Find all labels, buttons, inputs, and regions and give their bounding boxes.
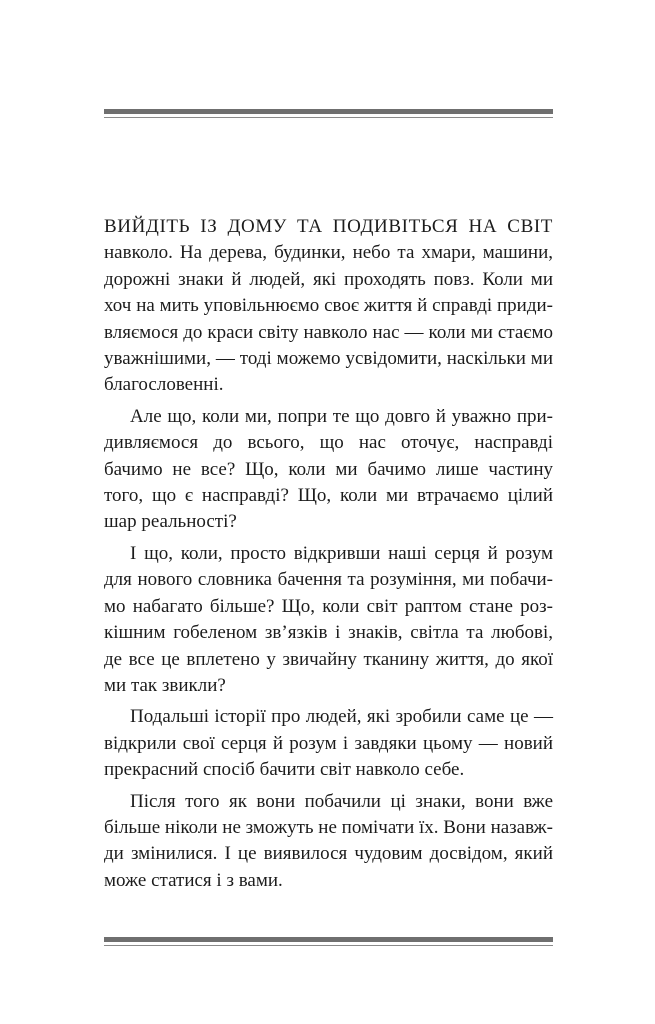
paragraph-2: Але що, коли ми, попри те що довго й уважно придивляємося до всього, що нас оточує, насправді бачимо не все? Що, коли ми бачимо лише частину того, що є насправді? Що, коли ми втрачаємо цілий шар реальності? — [104, 405, 553, 533]
paragraph-3: І що, коли, просто відкривши наші серця й розум для нового словника бачення та розуміння, ми побачимо набагато більше? Що, коли світ раптом стане розкішним гобеленом зв’язків і знаків, світла та любові, де все це вплетено у звичайну тканину життя, до якої ми так звикли? — [104, 542, 553, 696]
paragraph-1-text: навколо. На дерева, будинки, небо та хмари, машини, дорожні знаки й людей, які проходять повз. Коли ми хоч на мить уповільнюємо своє життя й справді придивляємося до краси світу навколо нас — коли ми стаємо уважнішими, — тоді можемо усвідомити, наскільки ми благословенні. — [104, 242, 553, 396]
body-text — [104, 214, 553, 894]
paragraph-5: Після того як вони побачили ці знаки, вони вже більше ніколи не зможуть не помічати їх. Вони назавжди змінилися. І це виявилося чудовим досвідом, який може статися і з вами. — [104, 790, 553, 891]
top-rule-thin-line — [104, 117, 553, 118]
bottom-rule — [104, 937, 553, 946]
top-rule — [104, 109, 553, 118]
bottom-rule-thin-line — [104, 945, 553, 946]
bottom-rule-thick-line — [104, 937, 553, 942]
paragraph-4: Подальші історії про людей, які зробили саме це — відкрили свої серця й розум і завдяки цьому — новий прекрасний спосіб бачити світ навколо себе. — [104, 706, 553, 781]
top-rule-thick-line — [104, 109, 553, 114]
lead-in-caps: ВИЙДІТЬ ІЗ ДОМУ ТА ПОДИВІТЬСЯ НА СВІТ — [104, 216, 553, 237]
paragraph-1 — [104, 214, 553, 399]
